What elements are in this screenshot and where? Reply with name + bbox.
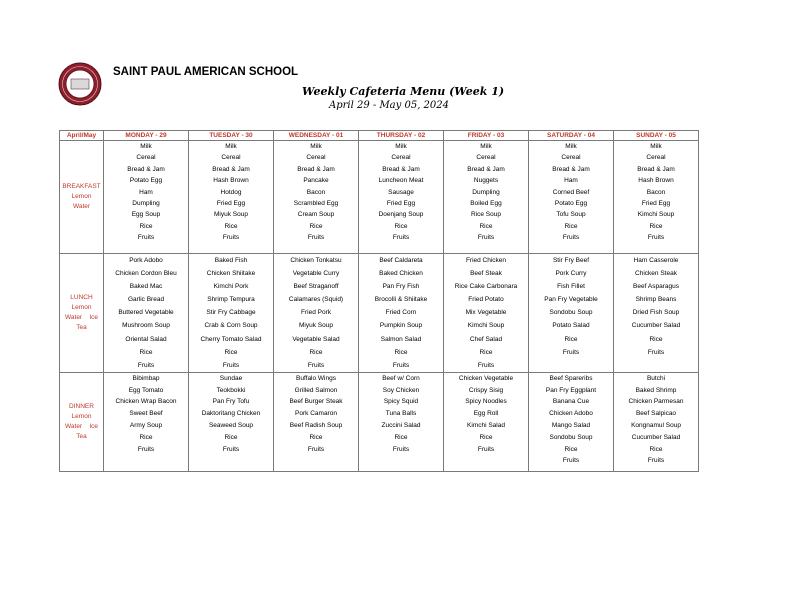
menu-item: Boiled Egg [470, 200, 502, 208]
menu-item: Calamares (Squid) [288, 296, 344, 304]
menu-item: Hash Brown [638, 177, 674, 185]
dinner-day-cell [359, 372, 444, 471]
menu-item: Oriental Salad [125, 335, 167, 343]
menu-item: Rice [564, 335, 578, 343]
menu-item: Chicken Tonkatsu [290, 257, 342, 264]
menu-item: Crab & Corn Soup [204, 322, 258, 330]
menu-item: Milk [480, 143, 492, 150]
menu-item: Army Soup [129, 422, 163, 430]
menu-item: Pan Fry Vegetable [544, 296, 598, 304]
menu-item: Rice [649, 335, 663, 343]
menu-item: Rice [309, 222, 323, 230]
menu-item: Kimchi Salad [467, 422, 505, 430]
menu-item: Egg Roll [473, 410, 499, 418]
menu-item: Baked Fish [214, 257, 248, 264]
menu-item: Cereal [136, 154, 156, 162]
menu-item: Fried Egg [216, 200, 246, 208]
menu-item: Cereal [561, 154, 581, 162]
dinner-day-cell [529, 372, 614, 471]
menu-item: Bread & Jam [212, 165, 250, 173]
school-name: SAINT PAUL AMERICAN SCHOOL [113, 66, 299, 78]
menu-item: Fruits [222, 361, 240, 369]
menu-item: Brocolli & Shiitake [374, 296, 428, 304]
meal-label-line: Lemon [71, 303, 92, 311]
breakfast-row [60, 141, 699, 254]
breakfast-day-cell [614, 141, 699, 254]
day-header: MONDAY - 29 [104, 131, 189, 141]
menu-item: Fruits [562, 457, 580, 465]
menu-item: Chicken Cordon Bleu [115, 270, 177, 278]
day-header: THURSDAY - 02 [359, 131, 444, 141]
menu-item: Milk [310, 143, 322, 150]
menu-item: Chicken Shiitake [206, 270, 256, 278]
menu-item: Bacon [306, 188, 326, 196]
menu-item: Fried Egg [641, 200, 671, 208]
menu-item: Dried Fish Soup [632, 309, 680, 317]
menu-item: Rice [394, 433, 408, 441]
menu-item: Fruits [137, 234, 155, 242]
menu-item: Pan Fry Eggplant [545, 386, 597, 394]
menu-item: Shrimp Beans [635, 296, 677, 304]
menu-item: Chicken Adobo [549, 410, 593, 418]
menu-item: Ham [564, 177, 578, 185]
menu-title: Weekly Cafeteria Menu (Week 1) [302, 85, 505, 98]
menu-item: Kimchi Pork [213, 283, 249, 291]
menu-item: Vegetable Salad [292, 335, 340, 343]
menu-item: Spicy Noodles [465, 398, 507, 406]
menu-item: Teokbokki [216, 386, 246, 394]
lunch-row [60, 254, 699, 373]
menu-item: Fried Corn [385, 309, 417, 317]
lunch-day-cell [529, 254, 614, 373]
menu-item: Buffalo Wings [296, 374, 336, 382]
lunch-label [60, 254, 104, 373]
lunch-day-cell [444, 254, 529, 373]
menu-item: Rice [479, 222, 493, 230]
menu-item: Fruits [137, 445, 155, 453]
meal-label-line: Tea [76, 432, 87, 440]
menu-item: Milk [225, 143, 237, 150]
cafeteria-menu-table [59, 130, 699, 472]
menu-item: Fried Pork [301, 309, 331, 317]
day-header: SUNDAY - 05 [614, 131, 699, 141]
menu-item: Potato Egg [554, 200, 588, 208]
menu-item: Soy Chicken [382, 386, 420, 394]
menu-item: Beef Radish Soup [289, 422, 343, 430]
menu-item: Fruits [137, 361, 155, 369]
menu-item: Sondobu Soup [549, 433, 593, 441]
menu-item: Fruits [222, 445, 240, 453]
menu-item: Mango Salad [551, 422, 591, 430]
menu-item: Fruits [222, 234, 240, 242]
menu-item: Fruits [562, 348, 580, 356]
menu-item: Potato Egg [129, 177, 163, 185]
lunch-day-cell [614, 254, 699, 373]
meal-label-line: Lemon [71, 412, 92, 420]
menu-item: Miyuk Soup [299, 322, 333, 330]
menu-item: Shrimp Tempura [207, 296, 255, 304]
menu-item: Bread & Jam [382, 165, 420, 173]
menu-item: Bread & Jam [552, 165, 590, 173]
menu-item: Chef Salad [469, 335, 503, 343]
meal-label-line: Tea [76, 323, 87, 331]
menu-item: Beef Straganoff [293, 283, 339, 291]
dinner-day-cell [444, 372, 529, 471]
menu-item: Beef Asparagus [633, 283, 679, 291]
menu-item: Fish Fillet [557, 283, 585, 291]
day-header: WEDNESDAY - 01 [274, 131, 359, 141]
dinner-day-cell [189, 372, 274, 471]
menu-item: Nuggets [473, 177, 499, 185]
breakfast-day-cell [359, 141, 444, 254]
dinner-label [60, 372, 104, 471]
menu-item: Pork Camaron [295, 410, 337, 418]
menu-item: Garlic Bread [127, 296, 165, 304]
menu-item: Hotdog [220, 188, 242, 196]
menu-item: Fried Potato [468, 296, 504, 304]
menu-item: Rice [139, 222, 153, 230]
menu-item: Rice [139, 348, 153, 356]
breakfast-label [60, 141, 104, 254]
menu-item: Beef Burger Steak [289, 398, 343, 406]
day-header: TUESDAY - 30 [189, 131, 274, 141]
dinner-row [60, 372, 699, 471]
menu-item: Scrambled Egg [293, 200, 339, 208]
menu-item: Butchi [646, 374, 666, 382]
menu-item: Bibimbap [132, 374, 160, 382]
menu-item: Fruits [392, 361, 410, 369]
menu-item: Cereal [391, 154, 411, 162]
meal-label-line: Water Ice [65, 313, 98, 321]
day-header: SATURDAY - 04 [529, 131, 614, 141]
school-seal-logo [58, 62, 102, 106]
breakfast-day-cell [189, 141, 274, 254]
menu-item: Fruits [307, 234, 325, 242]
dinner-day-cell [104, 372, 189, 471]
menu-item: Sweet Beef [129, 410, 163, 418]
menu-item: Bread & Jam [637, 165, 675, 173]
menu-item: Egg Tomato [128, 386, 164, 394]
menu-item: Hash Brown [213, 177, 249, 185]
menu-item: Luncheon Meat [378, 177, 424, 185]
menu-item: Kimchi Soup [467, 322, 505, 330]
menu-item: Vegetable Curry [292, 270, 340, 278]
menu-item: Chicken Wrap Bacon [115, 398, 177, 406]
corner-header: April/May [60, 131, 104, 141]
menu-item: Bread & Jam [467, 165, 505, 173]
menu-item: Rice [139, 433, 153, 441]
menu-item: Fruits [477, 361, 495, 369]
menu-item: Spicy Squid [383, 398, 419, 406]
menu-item: Fruits [647, 234, 665, 242]
meal-label-line: Lemon [71, 193, 92, 200]
meal-label-line: Water [72, 203, 91, 210]
menu-item: Chicken Vegetable [458, 374, 514, 382]
lunch-day-cell [104, 254, 189, 373]
menu-item: Cereal [646, 154, 666, 162]
menu-item: Fried Chicken [465, 257, 507, 264]
breakfast-day-cell [529, 141, 614, 254]
menu-item: Rice Cake Carbonara [454, 283, 518, 291]
menu-item: Bread & Jam [297, 165, 335, 173]
menu-item: Mushroom Soup [122, 322, 170, 330]
menu-item: Fruits [392, 234, 410, 242]
menu-item: Salmon Salad [380, 335, 422, 343]
menu-item: Mix Vegetable [465, 309, 507, 317]
menu-item: Zuccini Salad [381, 422, 421, 430]
menu-item: Rice Soup [471, 211, 501, 219]
menu-item: Bread & Jam [127, 165, 165, 173]
menu-item: Baked Chicken [379, 270, 423, 278]
menu-item: Crispy Sisig [468, 386, 504, 394]
menu-item: Fruits [477, 234, 495, 242]
menu-item: Beef Spareribs [549, 374, 593, 382]
menu-item: Sondobu Soup [549, 309, 593, 317]
menu-item: Cereal [306, 154, 326, 162]
menu-item: Rice [479, 348, 493, 356]
menu-item: Cherry Tomato Salad [200, 335, 262, 343]
meal-label-line: DINNER [69, 402, 94, 410]
menu-item: Tofu Soup [556, 211, 586, 219]
menu-item: Fruits [647, 457, 665, 465]
menu-item: Rice [564, 222, 578, 230]
menu-item: Seaweed Soup [208, 422, 254, 430]
menu-item: Fruits [562, 234, 580, 242]
menu-item: Fruits [477, 445, 495, 453]
menu-item: Kimchi Soup [637, 211, 675, 219]
menu-item: Beef Salpicao [635, 410, 677, 418]
menu-item: Baked Shrimp [635, 386, 677, 394]
menu-item: Pan Fry Fish [382, 283, 420, 291]
menu-item: Tuna Balls [385, 410, 417, 418]
menu-item: Beef w/ Corn [382, 374, 420, 382]
menu-item: Baked Mac [129, 283, 163, 291]
menu-item: Rice [224, 433, 238, 441]
menu-item: Egg Soup [131, 211, 161, 219]
menu-item: Miyuk Soup [214, 211, 248, 219]
dinner-day-cell [614, 372, 699, 471]
menu-item: Rice [309, 348, 323, 356]
breakfast-day-cell [274, 141, 359, 254]
menu-item: Corned Beef [552, 188, 590, 196]
meal-label-line: BREAKFAST [62, 183, 101, 190]
menu-item: Kongnamul Soup [631, 422, 681, 430]
menu-item: Pork Curry [555, 270, 587, 278]
menu-item: Beef Caldareta [379, 257, 423, 264]
menu-item: Milk [140, 143, 152, 150]
menu-item: Beef Steak [470, 270, 502, 278]
menu-item: Rice [564, 445, 578, 453]
menu-item: Pan Fry Tofu [212, 398, 250, 406]
day-header: FRIDAY - 03 [444, 131, 529, 141]
menu-item: Chicken Parmesan [628, 398, 684, 406]
menu-item: Milk [650, 143, 662, 150]
menu-item: Pancake [303, 177, 329, 185]
meal-label-line: Water Ice [65, 422, 98, 430]
meal-label-line: LUNCH [70, 293, 93, 301]
menu-item: Fruits [392, 445, 410, 453]
menu-item: Bacon [646, 188, 666, 196]
menu-item: Pork Adobo [129, 257, 163, 264]
menu-item: Fried Egg [386, 200, 416, 208]
menu-item: Cream Soup [297, 211, 335, 219]
menu-item: Fruits [307, 445, 325, 453]
lunch-day-cell [359, 254, 444, 373]
menu-item: Grilled Salmon [294, 386, 338, 394]
menu-item: Stir Fry Cabbage [206, 309, 256, 317]
menu-item: Ham Casserole [633, 257, 679, 264]
menu-item: Sausage [388, 188, 414, 196]
menu-item: Pumpkin Soup [379, 322, 423, 330]
menu-item: Ham [139, 188, 153, 196]
menu-item: Rice [309, 433, 323, 441]
lunch-day-cell [189, 254, 274, 373]
menu-item: Dumpling [132, 200, 160, 208]
menu-item: Daktoritang Chicken [201, 410, 261, 418]
breakfast-day-cell [444, 141, 529, 254]
menu-item: Cucumber Salad [631, 322, 681, 330]
menu-item: Rice [224, 348, 238, 356]
menu-item: Buttered Vegetable [118, 309, 174, 317]
menu-item: Rice [394, 348, 408, 356]
menu-item: Rice [224, 222, 238, 230]
menu-item: Cereal [476, 154, 496, 162]
menu-item: Stir Fry Beef [552, 257, 590, 264]
menu-item: Milk [395, 143, 407, 150]
header-row [60, 131, 699, 141]
menu-item: Doenjang Soup [378, 211, 424, 219]
menu-item: Fruits [647, 348, 665, 356]
menu-item: Dumpling [472, 188, 500, 196]
menu-item: Banana Cue [552, 398, 590, 406]
menu-item: Cucumber Salad [631, 433, 681, 441]
menu-item: Chicken Steak [635, 270, 677, 278]
menu-item: Rice [394, 222, 408, 230]
menu-item: Milk [565, 143, 577, 150]
lunch-day-cell [274, 254, 359, 373]
breakfast-day-cell [104, 141, 189, 254]
menu-item: Cereal [221, 154, 241, 162]
menu-item: Fruits [307, 361, 325, 369]
menu-item: Rice [479, 433, 493, 441]
dinner-day-cell [274, 372, 359, 471]
menu-item: Rice [649, 445, 663, 453]
menu-item: Sundae [219, 374, 243, 382]
menu-dates: April 29 - May 05, 2024 [329, 100, 449, 111]
menu-item: Potato Salad [552, 322, 590, 330]
menu-item: Rice [649, 222, 663, 230]
